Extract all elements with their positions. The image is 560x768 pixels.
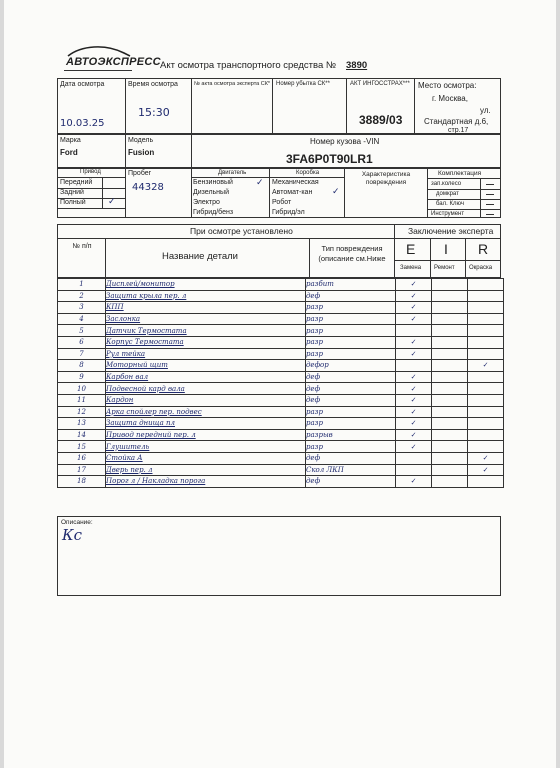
ingos-act-value: 3889/03: [359, 113, 403, 127]
row-number: 2: [58, 290, 106, 302]
row-repair-mark: [432, 360, 468, 372]
col-i-header: I: [444, 241, 448, 257]
row-replace-mark: ✓: [396, 302, 432, 314]
inspection-act-sheet: [4, 0, 556, 768]
mileage-value: 44328: [132, 182, 164, 193]
row-repair-mark: [432, 418, 468, 430]
row-number: 16: [58, 452, 106, 464]
description-value: Кс: [62, 526, 83, 544]
table-row: [58, 302, 504, 314]
row-paint-mark: ✓: [468, 464, 504, 476]
table-row: [58, 325, 504, 337]
row-replace-mark: ✓: [396, 290, 432, 302]
row-damage-type: разр: [306, 348, 396, 360]
place-city: г. Москва,: [432, 94, 468, 103]
drive-option-front: Передний: [60, 179, 93, 186]
table-row: [58, 452, 504, 464]
row-replace-mark: ✓: [396, 383, 432, 395]
row-damage-type: разр: [306, 313, 396, 325]
expert-act-label: № акта осмотра эксперта СК*: [194, 81, 271, 87]
brand-value: Ford: [60, 148, 78, 157]
row-part-name: Заслонка: [106, 313, 306, 325]
table-row: [58, 476, 504, 488]
row-damage-type: разрыв: [306, 429, 396, 441]
row-paint-mark: ✓: [468, 360, 504, 372]
row-part-name: Арка спойлер пер. подвес: [106, 406, 306, 418]
row-number: 11: [58, 394, 106, 406]
table-row: [58, 290, 504, 302]
loss-number-label: Номер убытка СК**: [276, 81, 330, 87]
row-repair-mark: [432, 336, 468, 348]
date-value: 10.03.25: [60, 118, 105, 129]
row-part-name: Подвесной кард вала: [106, 383, 306, 395]
table-row: [58, 336, 504, 348]
installed-section-title: При осмотре установлено: [190, 226, 293, 236]
row-paint-mark: [468, 290, 504, 302]
row-paint-mark: ✓: [468, 452, 504, 464]
row-replace-mark: ✓: [396, 394, 432, 406]
row-number: 9: [58, 371, 106, 383]
table-row: [58, 394, 504, 406]
expert-conclusion-title: Заключение эксперта: [408, 226, 494, 236]
row-part-name: Дисплей/монитор: [106, 279, 306, 291]
drive-checkmark: ✓: [108, 196, 116, 206]
col-damage-type-header: Тип повреждения (описание см.Ниже: [318, 244, 386, 263]
row-replace-mark: [396, 452, 432, 464]
row-damage-type: разр: [306, 302, 396, 314]
row-damage-type: деф: [306, 290, 396, 302]
model-label: Модель: [128, 137, 154, 144]
row-damage-type: разр: [306, 418, 396, 430]
row-repair-mark: [432, 429, 468, 441]
row-number: 13: [58, 418, 106, 430]
row-replace-mark: ✓: [396, 336, 432, 348]
row-repair-mark: [432, 325, 468, 337]
place-label: Место осмотра:: [418, 81, 477, 90]
gearbox-option-robot: Робот: [272, 199, 292, 206]
row-replace-mark: ✓: [396, 418, 432, 430]
row-part-name: Корпус Термостата: [106, 336, 306, 348]
row-part-name: Датчик Термостата: [106, 325, 306, 337]
vin-value: 3FA6P0T90LR1: [286, 152, 373, 166]
engine-option-hybrid: Гибрид/бенз: [193, 209, 234, 216]
mileage-label: Пробег: [128, 170, 152, 177]
row-part-name: Моторный щит: [106, 360, 306, 372]
place-street-2: Стандартная д.6,: [424, 117, 489, 126]
col-r-sub: Окраска: [469, 265, 493, 271]
gearbox-label: Коробка: [296, 170, 320, 176]
row-paint-mark: [468, 371, 504, 383]
row-number: 17: [58, 464, 106, 476]
damage-characteristic-label: Характеристика повреждения: [361, 171, 411, 186]
row-number: 5: [58, 325, 106, 337]
equipment-label: Комплектация: [438, 170, 482, 177]
row-paint-mark: [468, 302, 504, 314]
row-damage-type: разр: [306, 325, 396, 337]
table-row: [58, 313, 504, 325]
col-r-header: R: [478, 241, 489, 257]
row-damage-type: деф: [306, 383, 396, 395]
table-row: [58, 360, 504, 372]
drive-option-rear: Задний: [60, 189, 84, 196]
engine-option-petrol: Бензиновый: [193, 179, 233, 186]
row-paint-mark: [468, 325, 504, 337]
row-repair-mark: [432, 441, 468, 453]
row-replace-mark: ✓: [396, 348, 432, 360]
row-part-name: Защита крыла пер. л: [106, 290, 306, 302]
row-paint-mark: [468, 406, 504, 418]
act-title: Акт осмотра транспортного средства №: [160, 60, 337, 71]
row-number: 4: [58, 313, 106, 325]
row-replace-mark: [396, 325, 432, 337]
gearbox-option-manual: Механическая: [272, 179, 319, 186]
col-number-header: № п/п: [72, 243, 92, 250]
row-damage-type: деф: [306, 394, 396, 406]
row-paint-mark: [468, 336, 504, 348]
table-row: [58, 429, 504, 441]
row-number: 10: [58, 383, 106, 395]
row-damage-type: деф: [306, 371, 396, 383]
table-row: [58, 441, 504, 453]
col-e-header: E: [406, 241, 416, 257]
row-repair-mark: [432, 383, 468, 395]
row-damage-type: разр: [306, 336, 396, 348]
row-replace-mark: [396, 360, 432, 372]
gearbox-checkmark: ✓: [332, 186, 340, 196]
equipment-tools: Инструмент: [431, 211, 465, 217]
gearbox-option-hybrid: Гибрид/эл: [272, 209, 305, 216]
row-repair-mark: [432, 452, 468, 464]
time-value: 15:30: [138, 106, 170, 119]
row-paint-mark: [468, 313, 504, 325]
table-row: [58, 383, 504, 395]
row-paint-mark: [468, 476, 504, 488]
model-value: Fusion: [128, 148, 155, 157]
col-i-sub: Ремонт: [434, 265, 455, 271]
gearbox-option-auto: Автомат-кан: [272, 189, 313, 196]
table-row: [58, 464, 504, 476]
table-row: [58, 279, 504, 291]
engine-option-electric: Электро: [193, 199, 220, 206]
row-paint-mark: [468, 429, 504, 441]
row-replace-mark: ✓: [396, 313, 432, 325]
time-label: Время осмотра: [128, 81, 178, 88]
act-number: 3890: [346, 60, 368, 71]
row-repair-mark: [432, 394, 468, 406]
row-replace-mark: ✓: [396, 279, 432, 291]
engine-option-diesel: Дизельный: [193, 189, 229, 196]
drive-option-awd: Полный: [60, 199, 86, 206]
row-part-name: Рул тейка: [106, 348, 306, 360]
row-part-name: Порог л / Накладка порога: [106, 476, 306, 488]
date-label: Дата осмотра: [60, 81, 105, 88]
place-building: стр.17: [448, 127, 469, 134]
engine-checkmark: ✓: [256, 177, 264, 187]
row-number: 7: [58, 348, 106, 360]
row-part-name: Стойка А: [106, 452, 306, 464]
row-paint-mark: [468, 383, 504, 395]
row-repair-mark: [432, 279, 468, 291]
row-damage-type: разбит: [306, 279, 396, 291]
row-damage-type: дефор: [306, 360, 396, 372]
drive-label: Привод: [80, 169, 101, 175]
row-repair-mark: [432, 348, 468, 360]
row-paint-mark: [468, 441, 504, 453]
row-repair-mark: [432, 476, 468, 488]
table-row: [58, 371, 504, 383]
row-number: 18: [58, 476, 106, 488]
row-number: 14: [58, 429, 106, 441]
row-part-name: Карбон вал: [106, 371, 306, 383]
row-part-name: Защита днища пл: [106, 418, 306, 430]
row-number: 6: [58, 336, 106, 348]
row-paint-mark: [468, 418, 504, 430]
table-row: [58, 418, 504, 430]
parts-table: [57, 278, 504, 488]
brand-logo: АВТОЭКСПРЕСС: [66, 56, 161, 68]
row-damage-type: деф: [306, 452, 396, 464]
row-number: 3: [58, 302, 106, 314]
equipment-wrench: бал. Ключ: [436, 201, 464, 207]
row-number: 15: [58, 441, 106, 453]
row-number: 1: [58, 279, 106, 291]
row-paint-mark: [468, 279, 504, 291]
col-e-sub: Замена: [400, 265, 422, 271]
row-repair-mark: [432, 464, 468, 476]
col-part-name-header: Название детали: [162, 251, 238, 262]
row-replace-mark: ✓: [396, 441, 432, 453]
table-row: [58, 406, 504, 418]
row-number: 12: [58, 406, 106, 418]
description-label: Описание:: [61, 519, 93, 526]
row-replace-mark: ✓: [396, 429, 432, 441]
equipment-jack: домкрат: [436, 191, 459, 197]
place-street-1: ул.: [480, 106, 491, 115]
row-replace-mark: ✓: [396, 371, 432, 383]
row-paint-mark: [468, 348, 504, 360]
row-part-name: КПП: [106, 302, 306, 314]
row-damage-type: разр: [306, 441, 396, 453]
row-part-name: Привод передний пер. л: [106, 429, 306, 441]
row-repair-mark: [432, 313, 468, 325]
row-repair-mark: [432, 302, 468, 314]
row-part-name: Кардон: [106, 394, 306, 406]
row-replace-mark: [396, 464, 432, 476]
ingos-act-label: АКТ ИНГОССТРАХ***: [350, 81, 410, 87]
row-replace-mark: ✓: [396, 406, 432, 418]
row-paint-mark: [468, 394, 504, 406]
table-row: [58, 348, 504, 360]
row-part-name: Дверь пер. л: [106, 464, 306, 476]
engine-label: Двигатель: [218, 170, 247, 176]
equipment-spare-wheel: зап.колесо: [431, 181, 462, 187]
row-repair-mark: [432, 406, 468, 418]
brand-label: Марка: [60, 137, 81, 144]
row-damage-type: Скол ЛКП: [306, 464, 396, 476]
row-repair-mark: [432, 371, 468, 383]
row-number: 8: [58, 360, 106, 372]
row-replace-mark: ✓: [396, 476, 432, 488]
row-damage-type: деф: [306, 476, 396, 488]
row-damage-type: разр: [306, 406, 396, 418]
row-repair-mark: [432, 290, 468, 302]
vin-label: Номер кузова -VIN: [310, 137, 380, 146]
row-part-name: Глушитель: [106, 441, 306, 453]
